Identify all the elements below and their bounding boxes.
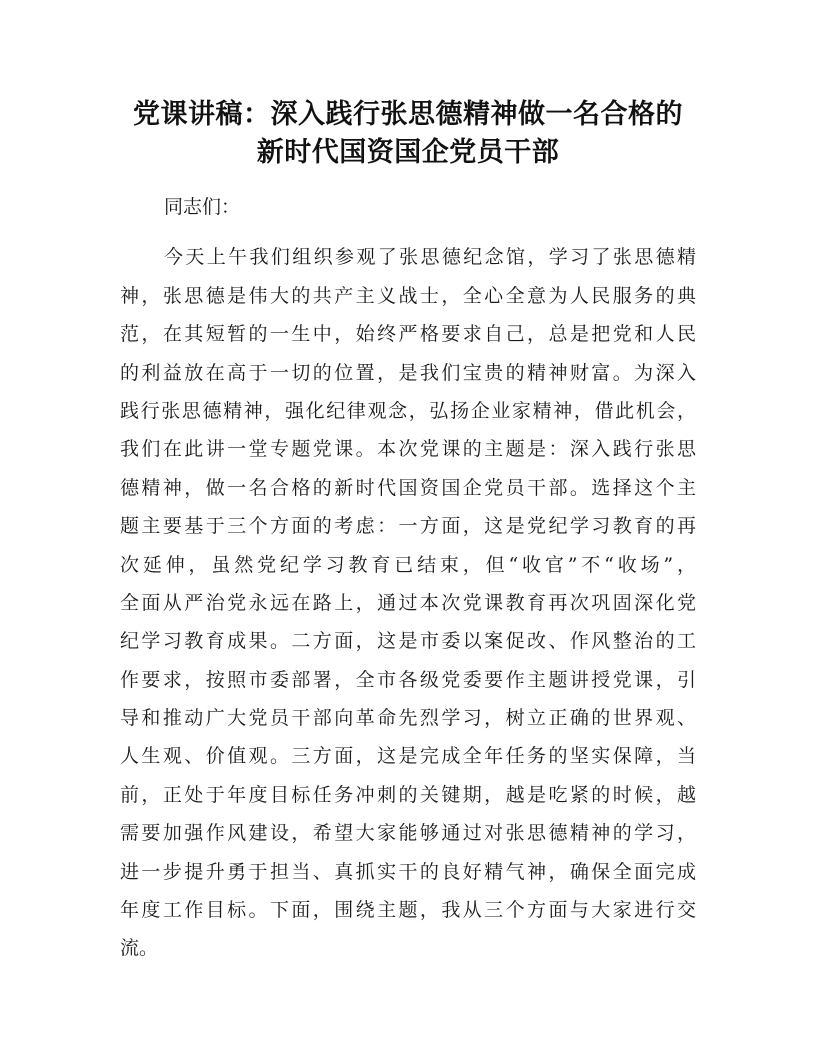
paragraph xyxy=(120,238,696,967)
paragraph-line: 导和推动广大党员干部向革命先烈学习，树立正确的世界观、 xyxy=(120,707,696,730)
paragraph-line: 范，在其短暂的一生中，始终严格要求自己，总是把党和人民 xyxy=(120,323,696,346)
paragraph-line: 今天上午我们组织参观了张思德纪念馆，学习了张思德精 xyxy=(164,246,696,269)
paragraph-line: 作要求，按照市委部署，全市各级党委要作主题讲授党课，引 xyxy=(120,668,696,691)
paragraph-line: 人生观、价值观。三方面，这是完成全年任务的坚实保障，当 xyxy=(120,745,696,768)
paragraph-line: 践行张思德精神，强化纪律观念，弘扬企业家精神，借此机会， xyxy=(120,399,696,422)
paragraph-line: 神，张思德是伟大的共产主义战士，全心全意为人民服务的典 xyxy=(120,284,696,307)
paragraph-line: 纪学习教育成果。二方面，这是市委以案促改、作风整治的工 xyxy=(120,630,696,653)
paragraph-line: 流。 xyxy=(120,937,159,960)
document-body xyxy=(120,188,696,968)
paragraph-line: 我们在此讲一堂专题党课。本次党课的主题是：深入践行张思 xyxy=(120,438,696,461)
title-line-1: 党课讲稿：深入践行张思德精神做一名合格的 xyxy=(133,99,683,130)
paragraph-line: 次延伸，虽然党纪学习教育已结束，但“收官”不“收场”， xyxy=(120,553,696,576)
paragraph-line: 进一步提升勇于担当、真抓实干的良好精气神，确保全面完成 xyxy=(120,860,696,883)
paragraph-line: 的利益放在高于一切的位置，是我们宝贵的精神财富。为深入 xyxy=(120,361,696,384)
paragraph-line: 年度工作目标。下面，围绕主题，我从三个方面与大家进行交 xyxy=(120,899,696,922)
paragraph-line: 题主要基于三个方面的考虑：一方面，这是党纪学习教育的再 xyxy=(120,515,696,538)
paragraph-line: 需要加强作风建设，希望大家能够通过对张思德精神的学习， xyxy=(120,822,696,845)
paragraph-line: 全面从严治党永远在路上，通过本次党课教育再次巩固深化党 xyxy=(120,591,696,614)
paragraph-line: 前，正处于年度目标任务冲刺的关键期，越是吃紧的时候，越 xyxy=(120,783,696,806)
greeting: 同志们： xyxy=(164,196,241,218)
document-title xyxy=(0,96,816,172)
paragraph-line: 德精神，做一名合格的新时代国资国企党员干部。选择这个主 xyxy=(120,476,696,499)
title-line-2: 新时代国资国企党员干部 xyxy=(256,137,560,168)
